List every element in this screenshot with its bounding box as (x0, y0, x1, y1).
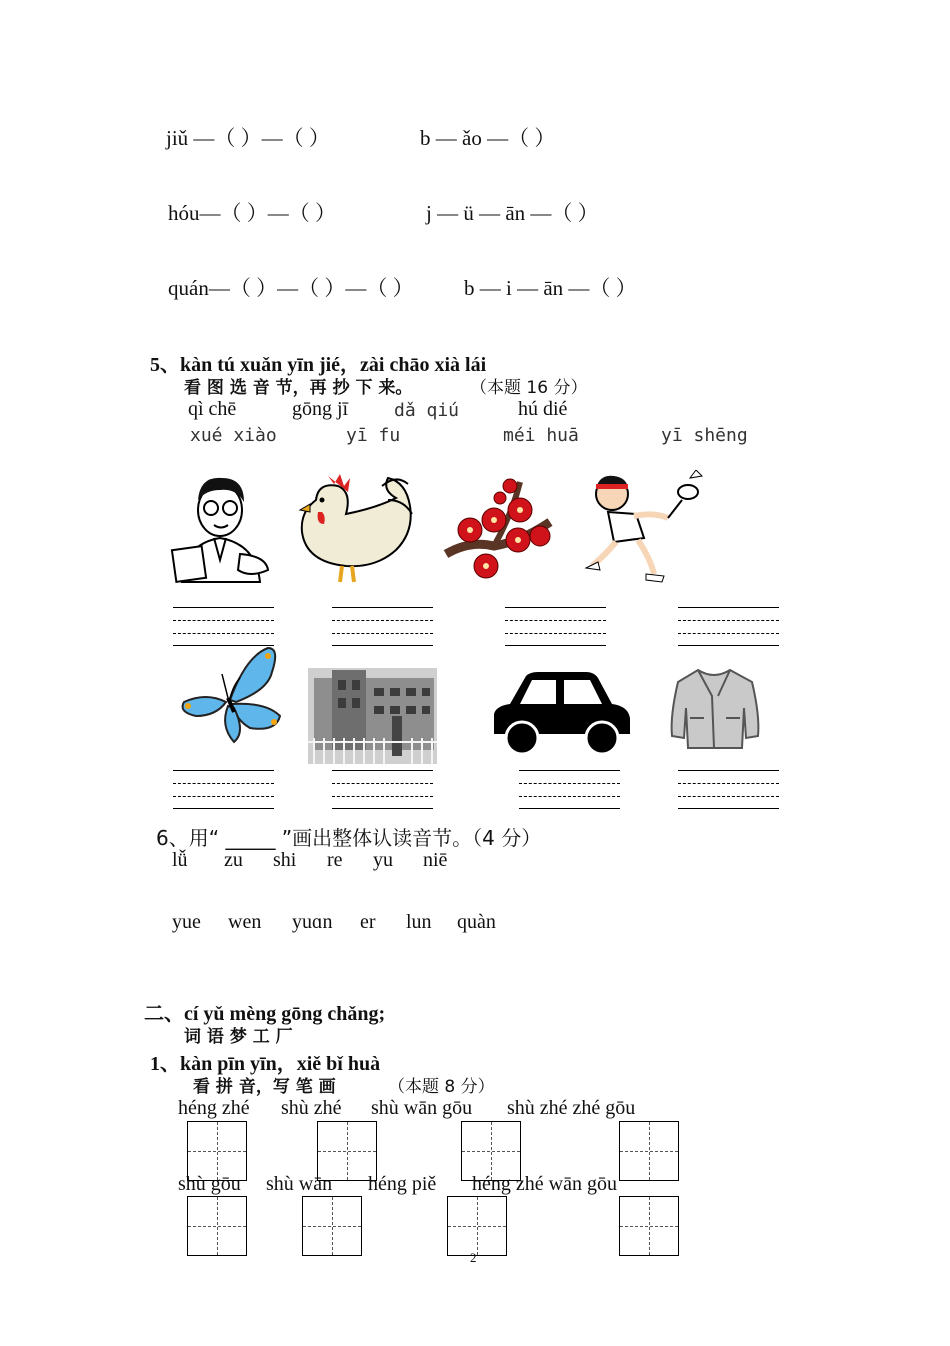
q5-option: qì chē (188, 398, 237, 420)
writing-lines[interactable] (678, 607, 779, 647)
writing-lines[interactable] (505, 607, 606, 647)
q1-stroke-name: héng piě (368, 1173, 437, 1195)
page-number: 2 (470, 1250, 477, 1265)
q6-syllable[interactable]: lǚ (172, 849, 188, 871)
q4-row1-right: b — ǎo —（ ） (420, 126, 556, 150)
q1-stroke-name: shù zhé zhé gōu (507, 1097, 636, 1119)
part2-pinyin-title: 二、cí yǔ mèng gōng chǎng; (144, 1003, 386, 1025)
q6-syllable[interactable]: re (327, 849, 343, 871)
q1-stroke-name: shù wān (266, 1173, 333, 1195)
writing-lines[interactable] (173, 607, 274, 647)
badminton-player-picture (584, 470, 710, 585)
q6-syllable[interactable]: yu (373, 849, 393, 871)
school-building-picture (308, 668, 437, 764)
q5-pinyin-title: 5、kàn tú xuǎn yīn jié，zài chāo xià lái (150, 354, 487, 376)
q6-syllable[interactable]: niē (423, 849, 448, 871)
writing-grid-box[interactable] (619, 1196, 679, 1256)
q6-syllable[interactable]: quàn (457, 911, 496, 933)
q5-option: gōng jī (292, 398, 349, 420)
writing-grid-box[interactable] (187, 1196, 247, 1256)
plum-blossom-picture (440, 470, 556, 585)
q5-hanzi-title: 看 图 选 音 节，再 抄 下 来。 (184, 378, 413, 398)
q6-syllable[interactable]: zu (224, 849, 243, 871)
q4-row2-right: j — ü — ān —（ ） (426, 201, 599, 225)
writing-lines[interactable] (173, 770, 274, 810)
q4-row3-right: b — i — ān —（ ） (464, 276, 637, 300)
part2-hanzi-title: 词 语 梦 工 厂 (184, 1027, 293, 1047)
writing-grid-box[interactable] (317, 1121, 377, 1181)
q5-option: yī fu (346, 425, 401, 446)
q5-option: hú dié (518, 398, 568, 420)
q1-stroke-name: héng zhé (178, 1097, 250, 1119)
q6-syllable[interactable]: yuɑn (292, 911, 333, 933)
q4-row1-left: jiǔ —（ ）—（ ） (166, 126, 330, 150)
writing-lines[interactable] (519, 770, 620, 810)
q5-option: méi huā (503, 425, 579, 446)
writing-grid-box[interactable] (461, 1121, 521, 1181)
q5-score: （本题 16 分） (470, 378, 588, 398)
writing-lines[interactable] (332, 607, 433, 647)
q6-syllable[interactable]: wen (228, 911, 262, 933)
q6-syllable[interactable]: er (360, 911, 376, 933)
doctor-picture (170, 470, 272, 585)
q6-title: 6、用“ _____ ”画出整体认读音节。（4 分） (156, 826, 542, 850)
writing-lines[interactable] (332, 770, 433, 810)
q1-stroke-name: shù zhé (281, 1097, 342, 1119)
q1-stroke-name: shù gōu (178, 1173, 241, 1195)
q6-syllable[interactable]: yue (172, 911, 201, 933)
q1-hanzi-title: 看 拼 音，写 笔 画 (193, 1077, 336, 1097)
jacket-picture (668, 666, 762, 752)
q6-syllable[interactable]: shi (273, 849, 297, 871)
q1-stroke-name: héng zhé wān gōu (472, 1173, 617, 1195)
q5-option: xué xiào (190, 425, 277, 446)
writing-lines[interactable] (678, 770, 779, 810)
writing-grid-box[interactable] (302, 1196, 362, 1256)
q1-pinyin-title: 1、kàn pīn yīn，xiě bǐ huà (150, 1053, 381, 1075)
writing-grid-box[interactable] (187, 1121, 247, 1181)
writing-grid-box[interactable] (619, 1121, 679, 1181)
q4-row3-left: quán—（ ）—（ ）—（ ） (168, 276, 414, 300)
q5-option: yī shēng (661, 425, 748, 446)
q4-row2-left: hóu—（ ）—（ ） (168, 201, 336, 225)
writing-grid-box[interactable] (447, 1196, 507, 1256)
q6-syllable[interactable]: lun (406, 911, 432, 933)
q5-option: dǎ qiú (394, 400, 460, 421)
butterfly-picture (176, 646, 286, 746)
q1-score: （本题 8 分） (388, 1077, 495, 1097)
q1-stroke-name: shù wān gōu (371, 1097, 473, 1119)
rooster-picture (296, 470, 414, 585)
car-picture (490, 672, 632, 758)
